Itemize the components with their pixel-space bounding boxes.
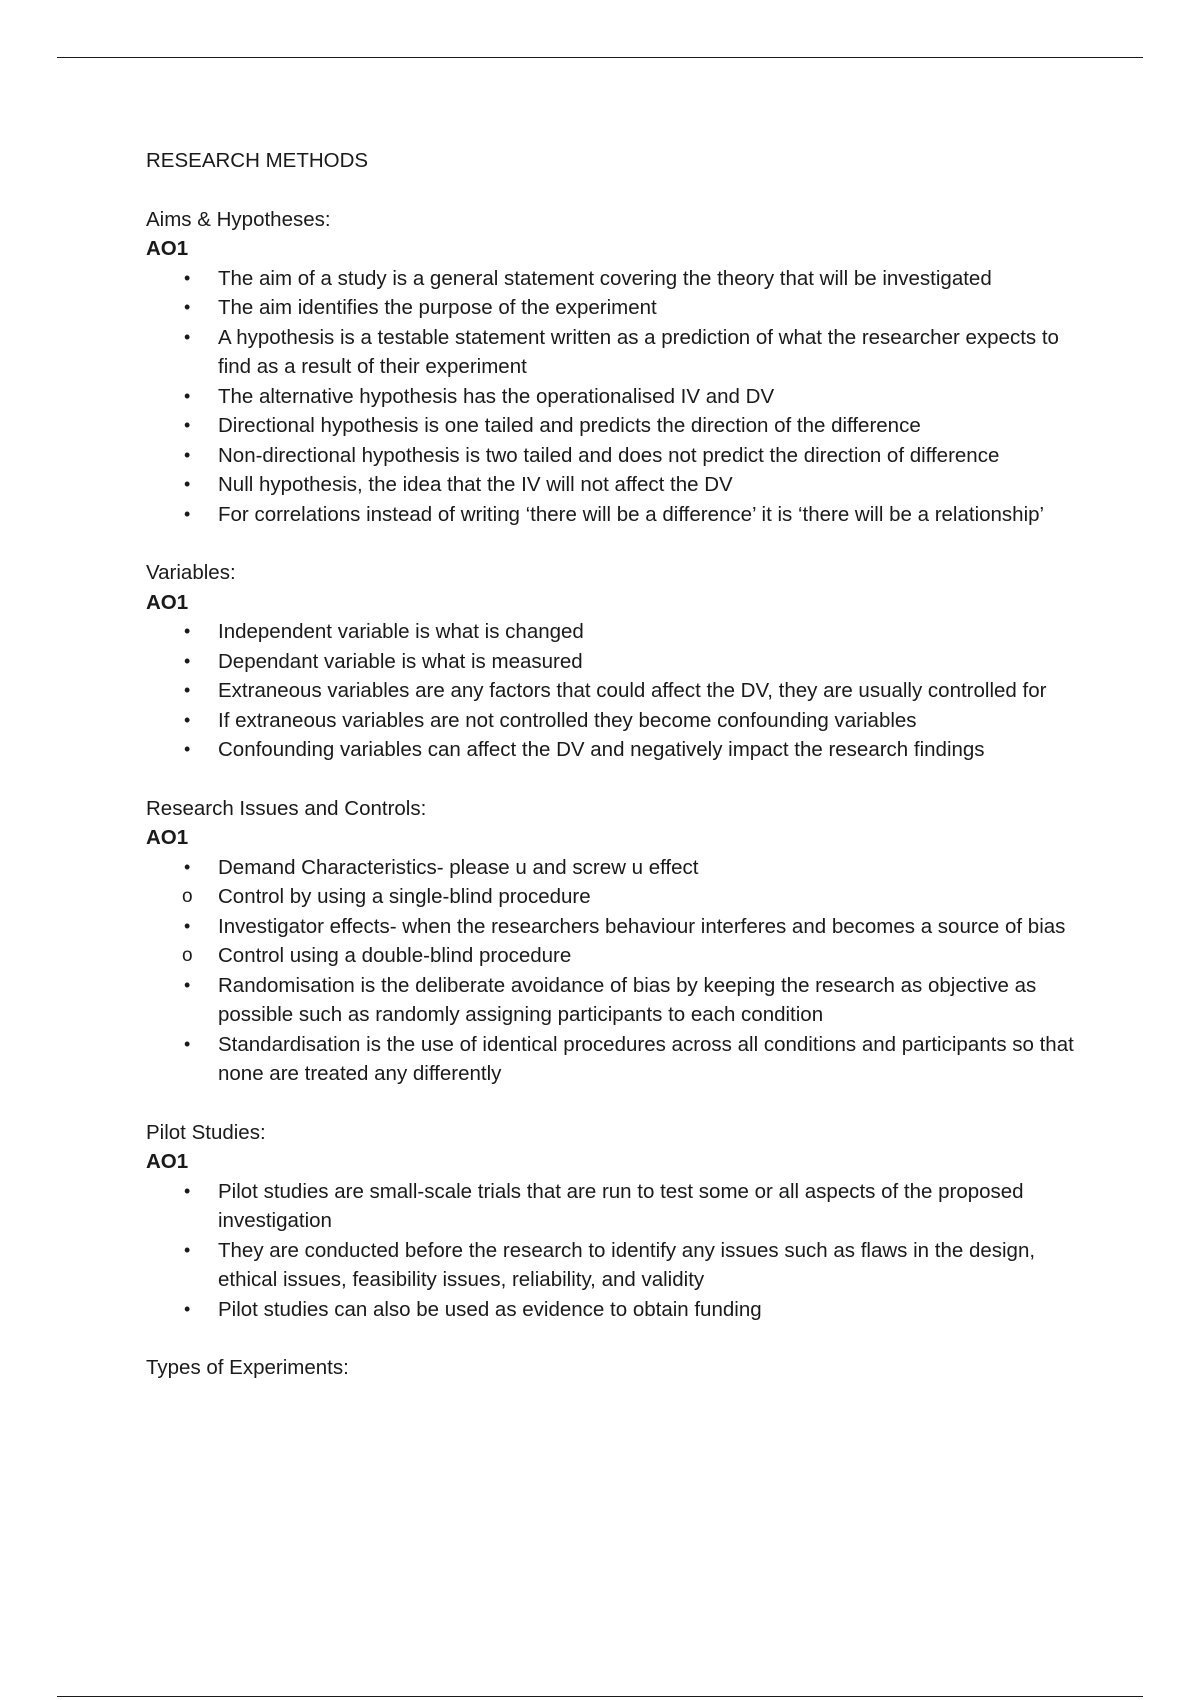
list-item-text: If extraneous variables are not controlled they become confounding variables xyxy=(218,708,917,732)
sub-list-item-text: Control using a double-blind procedure xyxy=(218,944,572,967)
list-item-text: The aim of a study is a general statement covering the theory that will be investigated xyxy=(218,266,992,290)
sub-bullet-list xyxy=(146,941,1076,971)
list-item xyxy=(146,735,1076,765)
list-item-text: Pilot studies can also be used as evidence to obtain funding xyxy=(218,1297,762,1321)
sub-list-item-text: Control by using a single-blind procedure xyxy=(218,885,591,908)
list-item-text: Independent variable is what is changed xyxy=(218,620,584,643)
bullet-icon: • xyxy=(184,621,191,641)
sub-bullet-icon: o xyxy=(182,945,193,966)
section-heading: Variables: xyxy=(146,561,236,584)
bullet-list xyxy=(146,617,1076,765)
list-item xyxy=(146,706,1076,736)
bullet-icon: • xyxy=(184,503,191,524)
list-item-text: They are conducted before the research to identify any issues such as flaws in the design, ethical issues, feasibility issues, reliability, and validity xyxy=(218,1238,1036,1291)
bullet-icon: • xyxy=(184,297,191,317)
list-item xyxy=(146,382,1076,412)
section xyxy=(146,1118,1076,1325)
list-item xyxy=(146,647,1076,677)
assessment-objective-label: AO1 xyxy=(146,237,189,260)
list-item xyxy=(146,264,1076,294)
sections-container xyxy=(146,205,1076,1383)
list-item-text: The alternative hypothesis has the operationalised IV and DV xyxy=(218,384,775,408)
list-item xyxy=(146,411,1076,441)
list-item xyxy=(146,293,1076,323)
bullet-icon: • xyxy=(184,1239,191,1260)
bullet-list xyxy=(146,853,1076,1089)
list-item-text: Pilot studies are small-scale trials that are run to test some or all aspects of the proposed investigation xyxy=(218,1179,1024,1232)
sub-list-item xyxy=(146,882,1076,912)
bullet-icon: • xyxy=(184,267,191,288)
list-item-text: Investigator effects- when the researchers behaviour interferes and becomes a source of bias xyxy=(218,914,1066,938)
bullet-icon: • xyxy=(184,974,191,995)
section-heading: Types of Experiments: xyxy=(146,1356,349,1379)
bullet-list xyxy=(146,264,1076,530)
list-item xyxy=(146,470,1076,500)
list-item-text: Null hypothesis, the idea that the IV will not affect the DV xyxy=(218,473,733,496)
list-item-text: A hypothesis is a testable statement written as a prediction of what the researcher expects to find as a result of their experiment xyxy=(218,325,1059,378)
bullet-icon: • xyxy=(184,856,191,877)
list-item xyxy=(146,1177,1076,1236)
bullet-icon: • xyxy=(184,680,191,700)
list-item-text: Dependant variable is what is measured xyxy=(218,649,583,673)
document-body xyxy=(146,146,1076,1412)
bullet-icon: • xyxy=(184,415,191,435)
assessment-objective-label: AO1 xyxy=(146,1150,189,1173)
list-item-text: Demand Characteristics- please u and screw u effect xyxy=(218,855,699,879)
section xyxy=(146,205,1076,530)
bullet-icon: • xyxy=(184,444,191,465)
list-item xyxy=(146,971,1076,1030)
sub-list-item xyxy=(146,941,1076,971)
bullet-icon: • xyxy=(184,739,191,759)
footer-rule xyxy=(57,1696,1143,1697)
list-item-text: Directional hypothesis is one tailed and predicts the direction of the difference xyxy=(218,414,921,437)
section-heading: Aims & Hypotheses: xyxy=(146,207,331,231)
list-item xyxy=(146,1030,1076,1089)
list-item xyxy=(146,1236,1076,1295)
bullet-icon: • xyxy=(184,1298,191,1319)
list-item xyxy=(146,441,1076,471)
section xyxy=(146,1353,1076,1383)
document-title: RESEARCH METHODS xyxy=(146,149,369,172)
sub-bullet-list xyxy=(146,882,1076,912)
list-item-text: Confounding variables can affect the DV and negatively impact the research findings xyxy=(218,738,985,761)
bullet-list xyxy=(146,1177,1076,1325)
bullet-icon: • xyxy=(184,1033,191,1054)
bullet-icon: • xyxy=(184,474,191,494)
list-item-text: Standardisation is the use of identical procedures across all conditions and participants so that none are treated any differently xyxy=(218,1032,1074,1085)
assessment-objective-label: AO1 xyxy=(146,590,189,614)
section xyxy=(146,794,1076,1089)
assessment-objective-label: AO1 xyxy=(146,826,189,849)
header-rule xyxy=(57,57,1143,58)
list-item-text: Non-directional hypothesis is two tailed and does not predict the direction of difference xyxy=(218,443,1000,467)
bullet-icon: • xyxy=(184,650,191,671)
list-item xyxy=(146,676,1076,706)
list-item xyxy=(146,500,1076,530)
bullet-icon: • xyxy=(184,385,191,406)
list-item-text: Extraneous variables are any factors that could affect the DV, they are usually controlled for xyxy=(218,679,1047,702)
bullet-icon: • xyxy=(184,915,191,936)
list-item xyxy=(146,323,1076,382)
bullet-icon: • xyxy=(184,709,191,730)
bullet-icon: • xyxy=(184,326,191,347)
list-item-text: The aim identifies the purpose of the experiment xyxy=(218,296,657,319)
section-heading: Pilot Studies: xyxy=(146,1120,266,1144)
list-item xyxy=(146,1295,1076,1325)
list-item xyxy=(146,912,1076,971)
list-item xyxy=(146,853,1076,912)
bullet-icon: • xyxy=(184,1180,191,1201)
list-item-text: For correlations instead of writing ‘there will be a difference’ it is ‘there will be a relationship’ xyxy=(218,502,1045,526)
section-heading: Research Issues and Controls: xyxy=(146,796,427,820)
section xyxy=(146,558,1076,765)
list-item-text: Randomisation is the deliberate avoidance of bias by keeping the research as objective as possible such as randomly assigning participants to each condition xyxy=(218,973,1037,1026)
sub-bullet-icon: o xyxy=(182,886,193,907)
list-item xyxy=(146,617,1076,647)
